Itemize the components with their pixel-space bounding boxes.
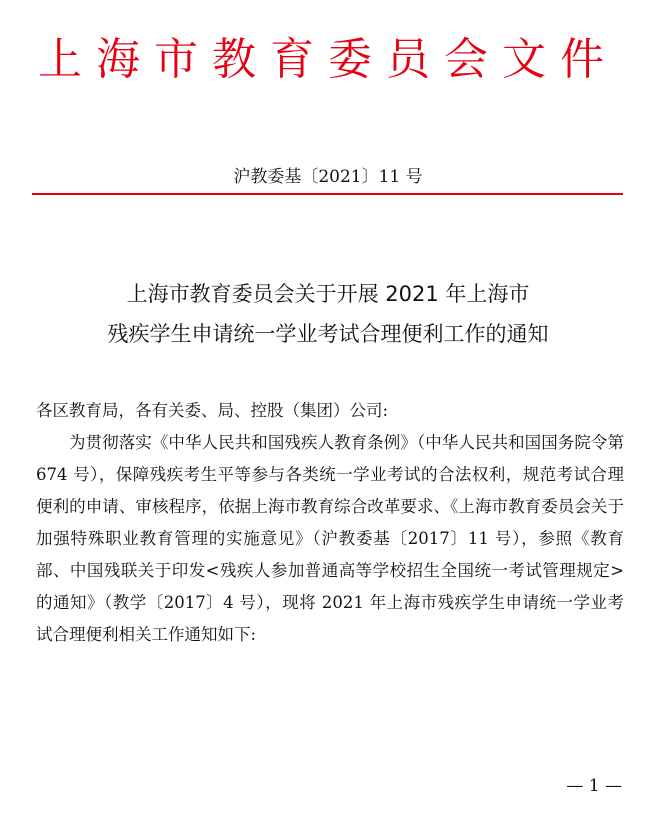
document-body xyxy=(36,395,624,651)
salutation: 各区教育局，各有关委、局、控股（集团）公司: xyxy=(36,401,389,420)
document-header-title: 上海市教育委员会文件 xyxy=(38,34,618,85)
document-number: 沪教委基〔2021〕11 号 xyxy=(233,167,423,187)
header-red-divider xyxy=(32,193,623,195)
page-number: — 1 — xyxy=(566,776,622,796)
document-title-line-1: 上海市教育委员会关于开展 2021 年上海市 xyxy=(126,282,530,306)
document-title-line-2: 残疾学生申请统一学业考试合理便利工作的通知 xyxy=(107,322,549,346)
body-paragraph-1: 为贯彻落实《中华人民共和国残疾人教育条例》（中华人民共和国国务院令第 674 号），保障残疾考生平等参与各类统一学业考试的合法权利，规范考试合理便利的申请、审核程序，依据上海市教育综合改革要求、《上海市教育委员会关于加强特殊职业教育管理的实施意见》（沪教委基〔2017〕11 号），参照《教育部、中国残联关于印发<残疾人参加普通高等学校招生全国统一考试管理规定>的通知》（教学〔2017〕4 号），现将 2021 年上海市残疾学生申请统一学业考试合理便利相关工作通知如下: xyxy=(36,433,624,644)
document-title xyxy=(0,274,656,354)
